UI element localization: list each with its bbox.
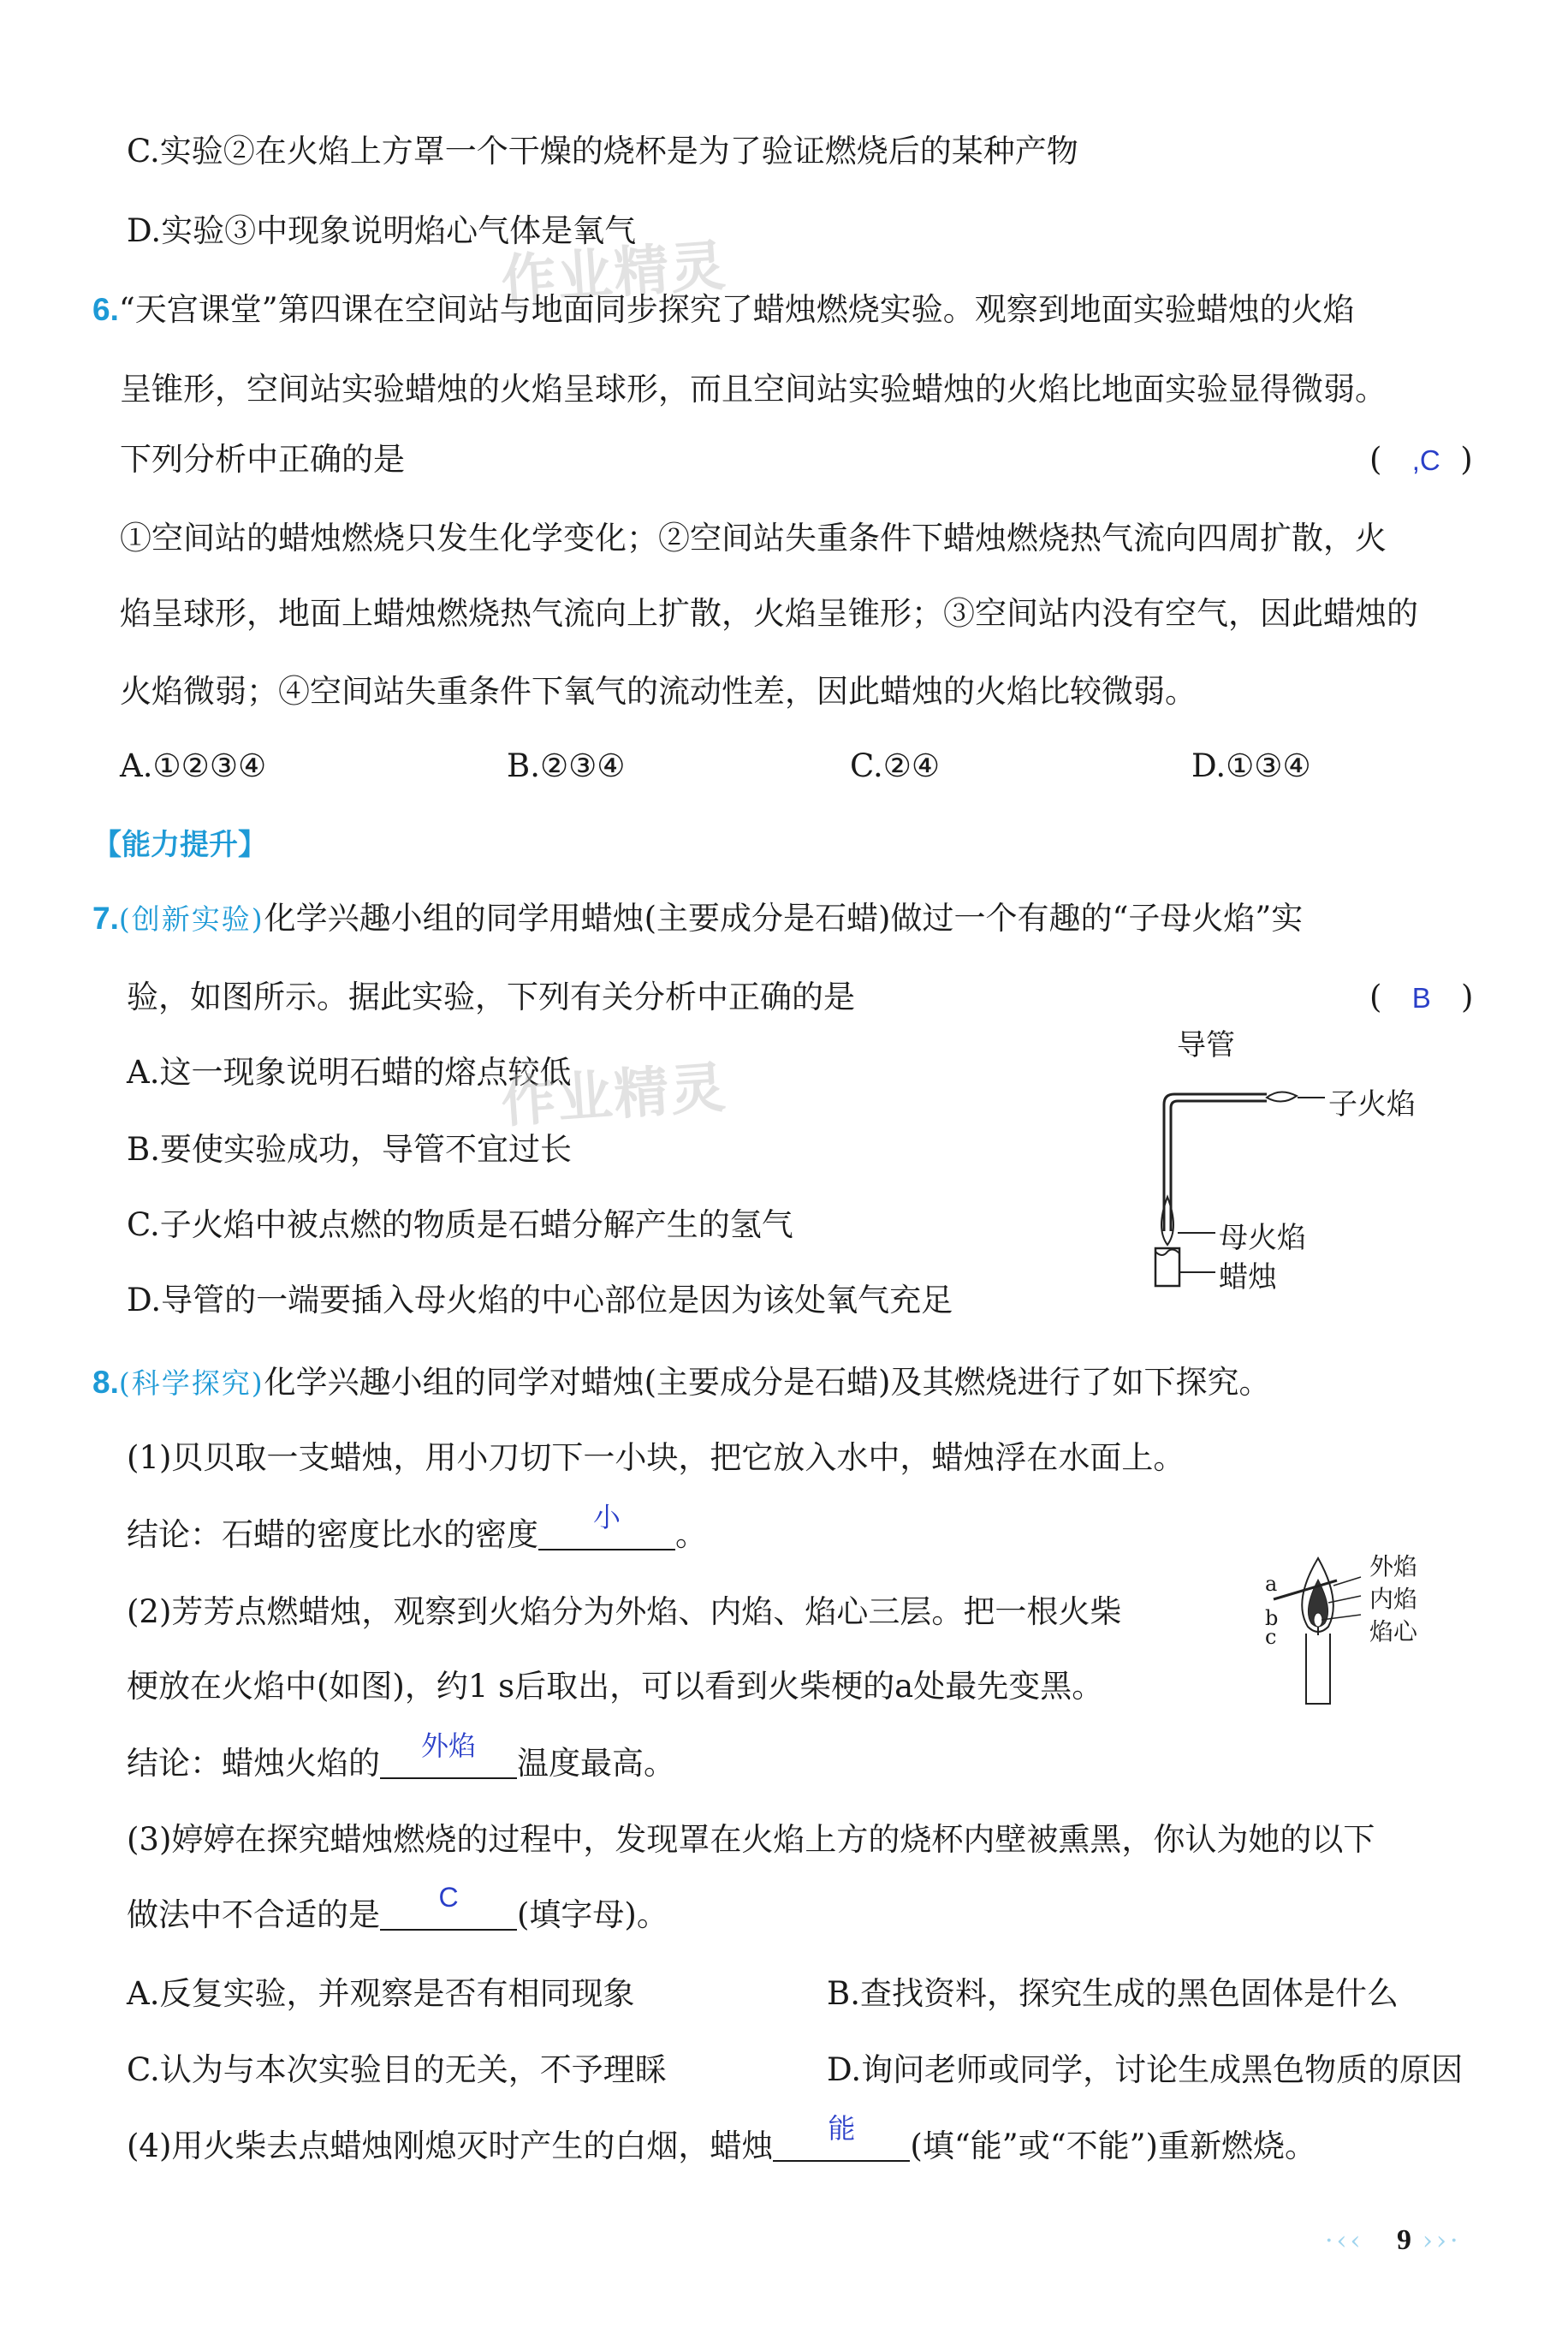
q7-option-b: B.要使实验成功，导管不宜过长 <box>127 1131 572 1168</box>
q6-option-b: B.②③④ <box>507 747 626 784</box>
q8-blank4 <box>773 2113 910 2162</box>
q7-option-c: C.子火焰中被点燃的物质是石蜡分解产生的氢气 <box>127 1206 793 1243</box>
watermark: 作业精灵 <box>499 234 729 314</box>
q8-part1: (1)贝贝取一支蜡烛，用小刀切下一小块，把它放入水中，蜡烛浮在水面上。 <box>127 1439 1185 1476</box>
q7-option-d: D.导管的一端要插入母火焰的中心部位是因为该处氧气充足 <box>127 1282 953 1318</box>
q8-blank4-answer: 能 <box>828 2113 856 2144</box>
q6-line2: 呈锥形，空间站实验蜡烛的火焰呈球形，而且空间站实验蜡烛的火焰比地面实验显得微弱。 <box>120 371 1387 408</box>
q6-line1 <box>92 289 1355 331</box>
q6-line3: 下列分析中正确的是 <box>120 441 405 478</box>
q8-blank2-answer: 外焰 <box>420 1730 476 1761</box>
q8-conclusion2-text: 结论：蜡烛火焰的 <box>127 1745 380 1782</box>
q8-text1: 化学兴趣小组的同学对蜡烛(主要成分是石蜡)及其燃烧进行了如下探究。 <box>264 1364 1271 1401</box>
page-ornament-right-icon: ››· <box>1422 2226 1462 2256</box>
label-candle: 蜡烛 <box>1219 1260 1277 1294</box>
watermark-2: 作业精灵 <box>499 1056 729 1136</box>
q8-line1 <box>92 1361 1270 1405</box>
q6-answer-paren: ( ,C ) <box>1369 441 1473 478</box>
q8-part3b <box>127 1882 668 1937</box>
q7-answer: B <box>1411 982 1431 1014</box>
q8-conclusion1-end: 。 <box>675 1516 707 1553</box>
page-ornament-left-icon: ·‹‹ <box>1325 2226 1364 2256</box>
q8-part4-end: (填“能”或“不能”)重新燃烧。 <box>910 2128 1316 2164</box>
q8-part3b-text: 做法中不合适的是 <box>127 1896 380 1933</box>
q8-option-c: C.认为与本次实验目的无关，不予理睬 <box>127 2051 667 2088</box>
q8-blank1-answer: 小 <box>592 1502 621 1533</box>
label-flame-core: 焰心 <box>1369 1617 1418 1646</box>
q8-part3a: (3)婷婷在探究蜡烛燃烧的过程中，发现罩在火焰上方的烧杯内壁被熏黑，你认为她的以下 <box>127 1821 1375 1858</box>
q8-part2a: (2)芳芳点燃蜡烛，观察到火焰分为外焰、内焰、焰心三层。把一根火柴 <box>127 1593 1122 1630</box>
q7-text1: 化学兴趣小组的同学用蜡烛(主要成分是石蜡)做过一个有趣的“子母火焰”实 <box>264 900 1304 937</box>
q8-option-a: A.反复实验，并观察是否有相同现象 <box>127 1975 635 2012</box>
q7-line1 <box>92 897 1303 941</box>
q5-option-d: D.实验③中现象说明焰心气体是氧气 <box>127 212 637 249</box>
q8-tag: (科学探究) <box>118 1366 264 1400</box>
label-a: a <box>1265 1572 1278 1596</box>
q8-part2b: 梗放在火焰中(如图)，约1 s后取出，可以看到火柴梗的a处最先变黑。 <box>127 1668 1104 1705</box>
label-c: c <box>1265 1625 1277 1649</box>
q8-blank1 <box>538 1502 675 1550</box>
label-mother-flame: 母火焰 <box>1219 1221 1306 1255</box>
q8-part3b-end: (填字母)。 <box>517 1896 668 1933</box>
q6-answer: ,C <box>1411 444 1440 476</box>
q8-blank3 <box>380 1882 517 1931</box>
q8-conclusion1 <box>127 1502 707 1556</box>
q6-option-d: D.①③④ <box>1191 747 1311 784</box>
q6-text1: “天宫课堂”第四课在空间站与地面同步探究了蜡烛燃烧实验。观察到地面实验蜡烛的火焰 <box>118 291 1355 328</box>
q7-number: 7. <box>92 901 119 936</box>
q6-number: 6. <box>92 292 119 327</box>
q6-option-c: C.②④ <box>850 747 941 784</box>
q8-conclusion2-end: 温度最高。 <box>517 1745 675 1782</box>
q7-option-a: A.这一现象说明石蜡的熔点较低 <box>127 1054 572 1091</box>
q8-conclusion2 <box>127 1730 675 1785</box>
q7-tag: (创新实验) <box>118 902 264 936</box>
q8-number: 8. <box>92 1365 119 1400</box>
label-b: b <box>1265 1606 1279 1630</box>
q6-statement2: 焰呈球形，地面上蜡烛燃烧热气流向上扩散，火焰呈锥形；③空间站内没有空气，因此蜡烛的 <box>120 595 1418 632</box>
q6-option-a: A.①②③④ <box>120 747 267 784</box>
label-child-flame: 子火焰 <box>1328 1087 1416 1122</box>
page-number: 9 <box>1397 2224 1411 2256</box>
q8-option-b: B.查找资料，探究生成的黑色固体是什么 <box>827 1975 1399 2012</box>
q8-conclusion1-text: 结论：石蜡的密度比水的密度 <box>127 1516 538 1553</box>
q8-part4 <box>127 2113 1316 2168</box>
q8-blank2 <box>380 1730 517 1779</box>
q8-blank3-answer: C <box>438 1882 459 1913</box>
q5-option-c: C.实验②在火焰上方罩一个干燥的烧杯是为了验证燃烧后的某种产物 <box>127 133 1078 170</box>
q7-answer-paren: ( B ) <box>1369 979 1474 1015</box>
label-outer-flame: 外焰 <box>1369 1552 1418 1580</box>
section-heading: 【能力提升】 <box>92 828 267 862</box>
q8-part4-text: (4)用火柴去点蜡烛刚熄灭时产生的白烟，蜡烛 <box>127 2128 774 2164</box>
q6-statement1: ①空间站的蜡烛燃烧只发生化学变化；②空间站失重条件下蜡烛燃烧热气流向四周扩散，火 <box>120 520 1387 556</box>
q8-option-d: D.询问老师或同学，讨论生成黑色物质的原因 <box>827 2051 1464 2088</box>
q7-line2: 验，如图所示。据此实验，下列有关分析中正确的是 <box>127 979 855 1015</box>
label-inner-flame: 内焰 <box>1369 1585 1418 1613</box>
q6-statement3: 火焰微弱；④空间站失重条件下氧气的流动性差，因此蜡烛的火焰比较微弱。 <box>120 673 1197 710</box>
label-tube: 导管 <box>1177 1028 1235 1062</box>
